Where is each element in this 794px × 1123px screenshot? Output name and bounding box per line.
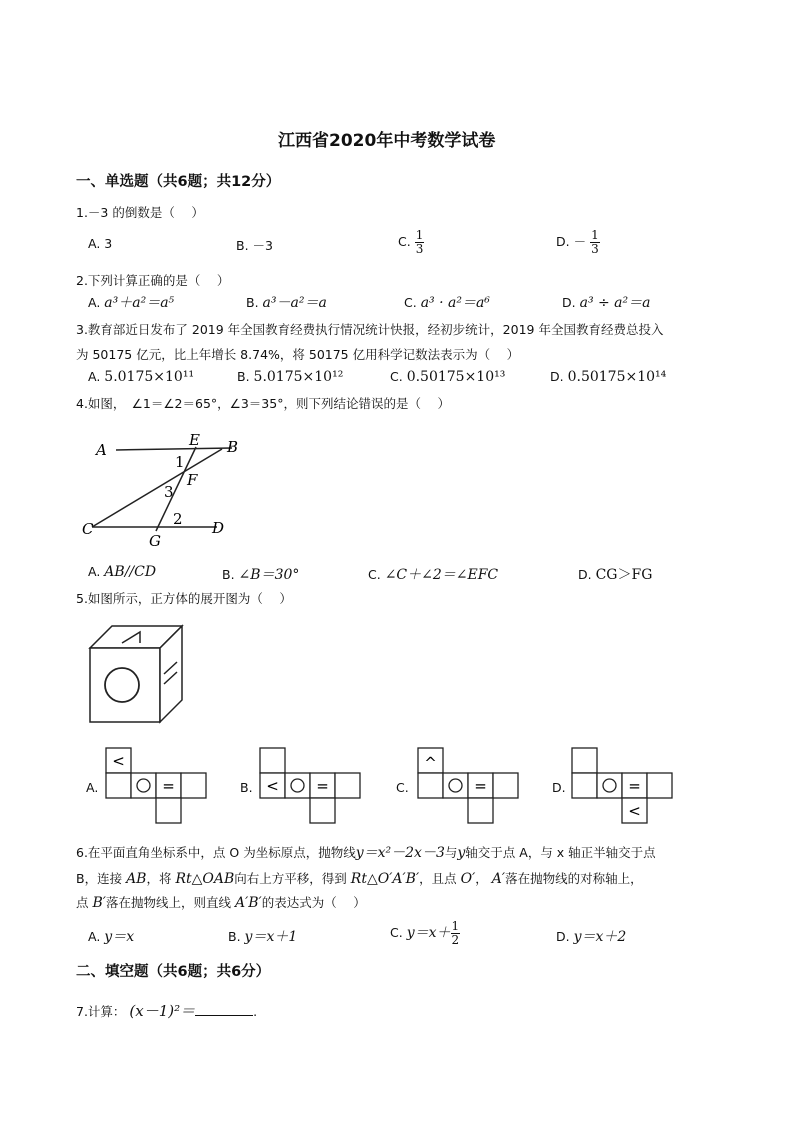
question-5-option-a-label: A. [86, 780, 99, 795]
fig-label-1: 1 [175, 453, 185, 471]
question-4-option-b: B. ∠B＝30° [222, 567, 300, 583]
cube-front-face [90, 648, 160, 722]
line-ab [116, 448, 232, 450]
option-d-label: D. － [556, 234, 587, 249]
net-symbol-lt: < [266, 777, 279, 795]
question-4-option-a: A. AB//CD [88, 564, 157, 580]
fig-label-a: A [96, 441, 107, 459]
question-3-option-d: D. 0.50175×10¹⁴ [550, 369, 667, 385]
question-4-option-d: D. CG＞FG [578, 567, 653, 583]
fig-label-g: G [149, 532, 161, 550]
question-1-stem: 1.－3 的倒数是（ ） [76, 205, 204, 220]
question-4-figure [80, 430, 250, 550]
question-6-option-a: A. y＝x [88, 929, 135, 945]
question-5-net-c [416, 746, 526, 826]
question-5-net-b [258, 746, 368, 826]
question-7: 7.计算： (x－1)²＝ . [76, 1002, 258, 1020]
question-4-option-c: C. ∠C＋∠2＝∠EFC [368, 567, 499, 583]
question-4-stem: 4.如图， ∠1＝∠2＝65°，∠3＝35°，则下列结论错误的是（ ） [76, 396, 450, 411]
question-3-option-c: C. 0.50175×10¹³ [390, 369, 506, 385]
question-5-stem: 5.如图所示，正方体的展开图为（ ） [76, 591, 292, 606]
question-5-cube-figure [84, 620, 194, 732]
question-2-option-b: B. a³－a²＝a [246, 295, 327, 311]
question-3-stem-line-2: 为 50175 亿元，比上年增长 8.74%，将 50175 亿用科学记数法表示为（ ） [76, 347, 520, 362]
fig-label-e: E [189, 431, 200, 449]
question-2-option-d: D. a³ ÷ a²＝a [562, 295, 651, 311]
question-3-stem-line-1: 3.教育部近日发布了 2019 年全国教育经费执行情况统计快报，经初步统计，2019 年全国教育经费总投入 [76, 322, 664, 337]
section-heading-single-choice: 一、单选题（共6题；共12分） [76, 174, 281, 190]
fraction: $\frac{1}{3}$ [591, 228, 599, 256]
fig-label-c: C [82, 520, 94, 538]
net-symbol-eq: = [628, 777, 641, 795]
answer-blank[interactable] [195, 1003, 253, 1016]
question-6-line-1: 6.在平面直角坐标系中，点 O 为坐标原点，抛物线y＝x²－2x－3与y轴交于点 A，与 x 轴正半轴交于点 [76, 845, 656, 861]
fraction: $\frac{1}{2}$ [451, 919, 460, 947]
net-symbol-caret: ^ [424, 754, 437, 772]
question-6-option-c: C. y＝x＋ $\frac{1}{2}$ [390, 919, 460, 947]
net-symbol-eq: = [162, 777, 175, 795]
question-3-option-b: B. 5.0175×10¹² [237, 369, 344, 385]
question-5-net-d [570, 746, 680, 826]
option-c-label: C. [398, 234, 411, 249]
fraction: $\frac{1}{3}$ [415, 228, 424, 256]
question-2-stem: 2.下列计算正确的是（ ） [76, 273, 230, 288]
question-2-option-c: C. a³ · a²＝a⁶ [404, 295, 490, 311]
question-1-option-a: A. 3 [88, 236, 113, 251]
fig-label-d: D [212, 519, 225, 537]
section-heading-fill-in: 二、填空题（共6题；共6分） [76, 964, 271, 980]
question-5-option-b-label: B. [240, 780, 253, 795]
question-5-option-d-label: D. [552, 780, 566, 795]
fig-label-b: B [227, 438, 239, 456]
net-symbol-eq: = [474, 777, 487, 795]
question-6-option-b: B. y＝x＋1 [228, 929, 298, 945]
question-3-option-a: A. 5.0175×10¹¹ [88, 369, 195, 385]
net-symbol-lt: < [112, 752, 125, 770]
question-6-option-d: D. y＝x＋2 [556, 929, 627, 945]
question-6-line-3: 点 B′落在抛物线上，则直线 A′B′的表达式为（ ） [76, 895, 366, 911]
question-2-option-a: A. a³＋a²＝a⁵ [88, 295, 175, 311]
question-5-net-a [104, 746, 214, 826]
fig-label-3: 3 [164, 483, 174, 501]
question-5-option-c-label: C. [396, 780, 409, 795]
net-symbol-eq: = [316, 777, 329, 795]
page-title: 江西省2020年中考数学试卷 [278, 131, 496, 151]
question-7-expression: (x－1)²＝ [129, 1002, 196, 1020]
question-1-option-b: B. －3 [236, 238, 273, 253]
line-bc [92, 449, 222, 527]
fig-label-2: 2 [173, 510, 183, 528]
fig-label-f: F [187, 471, 198, 489]
question-1-option-c [398, 229, 424, 256]
net-symbol-lt: < [628, 802, 641, 820]
question-6-line-2: B，连接 AB，将 Rt△OAB向右上方平移，得到 Rt△O′A′B′，且点 O′， A′落在抛物线的对称轴上， [76, 871, 643, 887]
question-1-option-d [556, 229, 600, 256]
